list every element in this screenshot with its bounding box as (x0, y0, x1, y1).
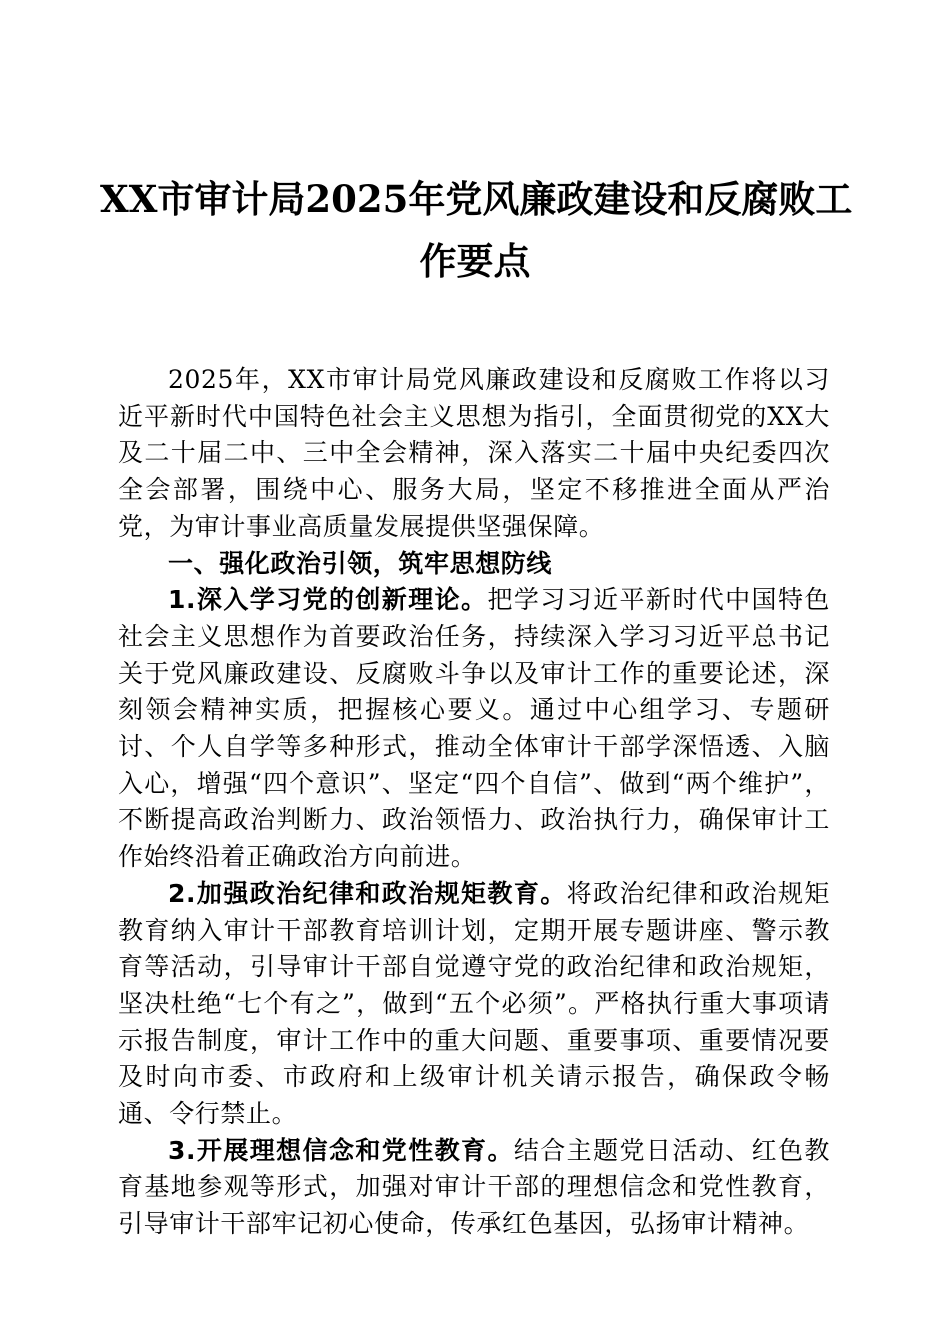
item-lead-2: 2.加强政治纪律和政治规矩教育。 (168, 878, 567, 908)
title-line-1: XX市审计局2025年党风廉政建设和反腐败工 (100, 177, 853, 221)
item-paragraph-2 (118, 876, 830, 1133)
item-lead-3: 3.开展理想信念和党性教育。 (168, 1135, 514, 1165)
title-line-2: 作要点 (419, 239, 531, 283)
item-text-3: 结合主题党日活动、红色教育基地参观等形式，加强对审计干部的理想信念和党性教育，引导审计干部牢记初心使命，传承红色基因，弘扬审计精神。 (118, 1135, 830, 1239)
item-paragraph-1 (118, 582, 830, 876)
item-text-2: 将政治纪律和政治规矩教育纳入审计干部教育培训计划，定期开展专题讲座、警示教育等活动，引导审计干部自觉遵守党的政治纪律和政治规矩，坚决杜绝“七个有之”，做到“五个必须”。严格执行重大事项请示报告制度，审计工作中的重大问题、重要事项、重要情况要及时向市委、市政府和上级审计机关请示报告，确保政令畅通、令行禁止。 (118, 878, 830, 1129)
section-heading-1: 一、强化政治引领，筑牢思想防线 (168, 548, 553, 578)
document-title (100, 168, 853, 292)
item-text-1: 把学习习近平新时代中国特色社会主义思想作为首要政治任务，持续深入学习习近平总书记关于党风廉政建设、反腐败斗争以及审计工作的重要论述，深刻领会精神实质，把握核心要义。通过中心组学习、专题研讨、个人自学等多种形式，推动全体审计干部学深悟透、入脑入心，增强“四个意识”、坚定“四个自信”、做到“两个维护”，不断提高政治判断力、政治领悟力、政治执行力，确保审计工作始终沿着正确政治方向前进。 (118, 585, 830, 872)
intro-paragraph: 2025年，XX市审计局党风廉政建设和反腐败工作将以习近平新时代中国特色社会主义思想为指引，全面贯彻党的XX大及二十届二中、三中全会精神，深入落实二十届中央纪委四次全会部署，围绕中心、服务大局，坚定不移推进全面从严治党，为审计事业高质量发展提供坚强保障。 (118, 365, 830, 541)
item-paragraph-3 (118, 1133, 830, 1243)
document-body (118, 362, 830, 1243)
item-lead-1: 1.深入学习党的创新理论。 (168, 585, 488, 615)
